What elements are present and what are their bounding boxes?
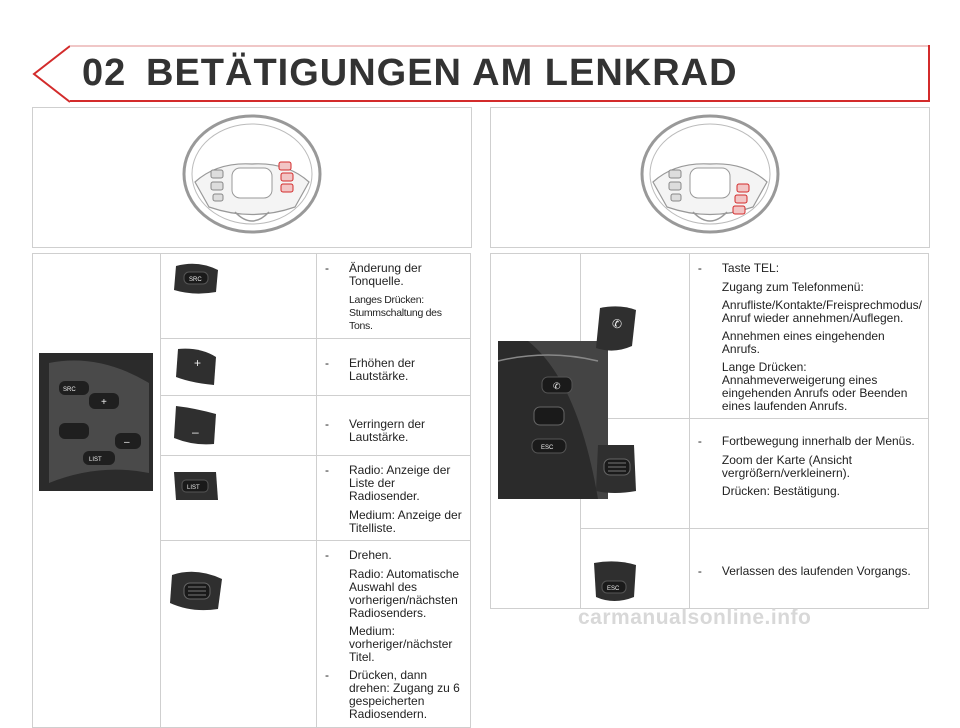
tel-menu-items: Anrufliste/Kontakte/Freisprechmodus/ Anruf wieder annehmen/Auflegen. (721, 298, 922, 325)
esc-button-cell (580, 529, 689, 609)
list-button-icon (170, 466, 222, 506)
dash: - (697, 261, 702, 275)
header-top-line (70, 45, 930, 47)
svg-text:SRC: SRC (189, 277, 202, 283)
row-tel-text (689, 254, 928, 419)
tel-button-icon (590, 302, 642, 354)
esc-desc: Verlassen des laufenden Vorgangs. (721, 564, 911, 578)
steering-wheel-right-highlight (635, 112, 785, 244)
dash: - (697, 564, 702, 578)
row-thumbwheel-text (317, 541, 471, 728)
thumbwheel-icon (166, 565, 226, 615)
src-desc: Änderung der Tonquelle. (349, 261, 422, 288)
dash: - (325, 548, 329, 562)
list-medium-desc: Medium: Anzeige der Titelliste. (349, 508, 462, 535)
rotate-desc: Drehen. (349, 548, 392, 562)
dash: - (325, 356, 329, 370)
press-rotate-desc: Drücken, dann drehen: Zugang zu 6 gespeicherten Radiosendern. (349, 668, 460, 721)
tel-accept-call: Annehmen eines eingehenden Anrufs. (721, 329, 885, 356)
right-controls-table (490, 253, 929, 609)
svg-text:LIST: LIST (89, 457, 102, 463)
nav-zoom-desc: Zoom der Karte (Ansicht vergrößern/verkleinern). (721, 453, 852, 480)
left-controls-table (32, 253, 471, 728)
svg-text:+: + (194, 356, 202, 370)
chapter-number: 02 (82, 52, 127, 94)
volume-up-button-icon (170, 345, 222, 389)
svg-text:✆: ✆ (553, 381, 561, 391)
nav-press-desc: Drücken: Bestätigung. (721, 484, 840, 498)
steering-wheel-left-highlight (177, 112, 327, 244)
watermark: carmanualsonline.info (578, 606, 812, 629)
row-volume-up-text (317, 339, 471, 396)
right-overview-cell (491, 254, 581, 609)
page-title: BETÄTIGUNGEN AM LENKRAD (146, 52, 738, 94)
row-volume-down-text (317, 396, 471, 456)
volume-down-button-icon (170, 402, 222, 448)
svg-text:+: + (101, 397, 107, 408)
volume-up-cell (161, 339, 317, 396)
volume-down-desc: Verringern der Lautstärke. (349, 417, 426, 444)
svg-text:SRC: SRC (63, 387, 76, 393)
row-esc-text (689, 529, 928, 609)
svg-text:LIST: LIST (187, 485, 200, 491)
esc-button-icon (590, 557, 642, 607)
tel-menu-access: Zugang zum Telefonmenü: (721, 280, 864, 294)
list-desc: Radio: Anzeige der Liste der Radiosender. (349, 463, 451, 503)
dash: - (325, 463, 329, 477)
tel-long-press: Lange Drücken: Annahmeverweigerung eines eingehenden Anrufs oder Beenden eines laufenden Anrufs. (721, 360, 908, 413)
header-chevron (32, 45, 72, 103)
thumbwheel-cell (161, 541, 317, 728)
right-wheel-panel (490, 107, 930, 248)
src-long-press-note: Langes Drücken: Stummschaltung des Tons. (349, 294, 442, 332)
left-control-closeup (39, 353, 153, 491)
tel-title: Taste TEL: (721, 261, 780, 275)
tel-button-cell (580, 254, 689, 419)
nav-wheel-cell (580, 419, 689, 529)
volume-up-desc: Erhöhen der Lautstärke. (349, 356, 416, 383)
svg-text:ESC: ESC (606, 586, 620, 592)
dash: - (325, 261, 329, 275)
volume-down-cell (161, 396, 317, 456)
header-bottom-line (70, 100, 930, 102)
list-button-cell (161, 456, 317, 541)
nav-desc: Fortbewegung innerhalb der Menüs. (721, 434, 915, 448)
rotate-radio-desc: Radio: Automatische Auswahl des vorherigen/nächsten Radiosenders. (349, 567, 460, 620)
dash: - (697, 434, 702, 448)
dash: - (325, 417, 329, 431)
rotate-medium-desc: Medium: vorheriger/nächster Titel. (349, 624, 453, 664)
src-button-icon (170, 260, 222, 298)
row-src-text (317, 254, 471, 339)
row-list-text (317, 456, 471, 541)
svg-text:✆: ✆ (611, 317, 622, 331)
svg-text:–: – (124, 437, 130, 448)
row-nav-text (689, 419, 928, 529)
header-right-edge (928, 45, 930, 102)
left-wheel-panel (32, 107, 472, 248)
src-button-cell (161, 254, 317, 339)
nav-wheel-icon (590, 441, 642, 497)
dash: - (325, 668, 329, 682)
svg-text:–: – (192, 425, 199, 439)
svg-text:ESC: ESC (541, 445, 554, 451)
left-overview-cell (33, 254, 161, 728)
